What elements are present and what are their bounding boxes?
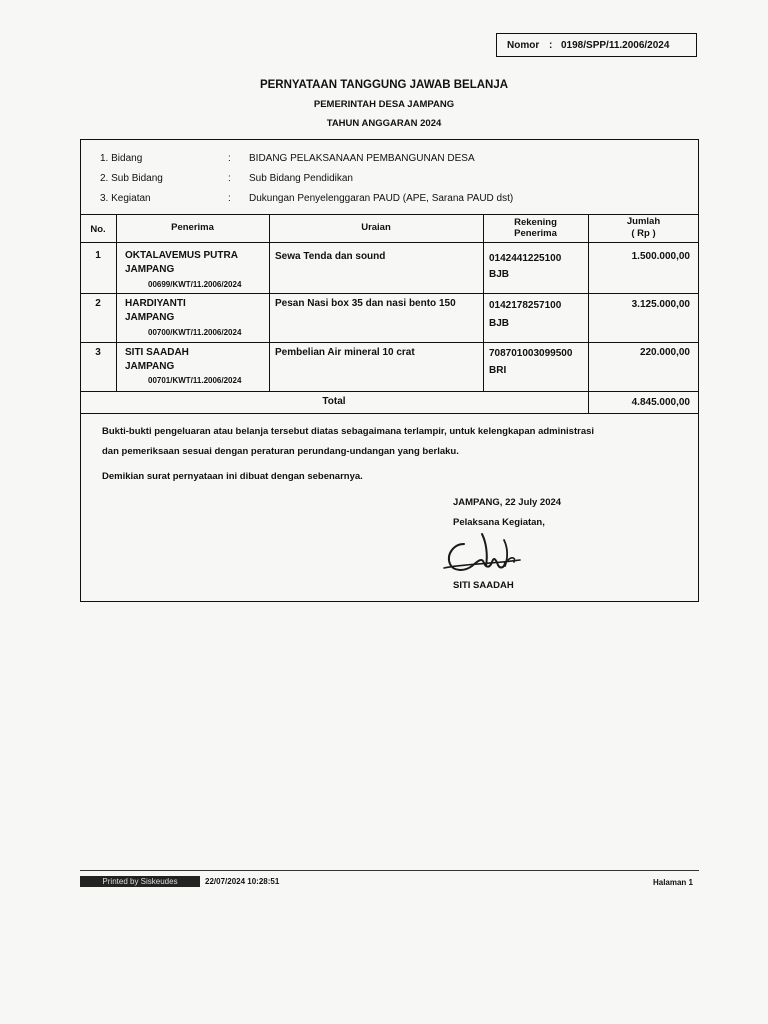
table-total-bottom-border (80, 413, 699, 414)
cell-no: 3 (95, 347, 101, 358)
cell-kwitansi: 00699/KWT/11.2006/2024 (148, 280, 242, 289)
document-number-label: Nomor (507, 39, 540, 51)
cell-rekening: 708701003099500 (489, 348, 573, 359)
signature-name: SITI SAADAH (453, 580, 514, 591)
cell-bank: BJB (489, 318, 510, 329)
signature-place-date: JAMPANG, 22 July 2024 (453, 497, 562, 508)
column-header-rekening: Rekening (514, 217, 557, 228)
statement-line-2: dan pemeriksaan sesuai dengan peraturan perundang-undangan yang berlaku. (102, 446, 459, 457)
column-header-jumlah: Jumlah (626, 216, 661, 227)
page-number: Halaman 1 (652, 878, 693, 887)
cell-jumlah: 3.125.000,00 (631, 299, 690, 310)
info-value: Sub Bidang Pendidikan (249, 173, 353, 184)
total-label: Total (322, 396, 346, 407)
cell-penerima: HARDIYANTI (125, 298, 186, 309)
info-separator: : (228, 153, 231, 164)
document-number-value: 0198/SPP/11.2006/2024 (561, 39, 670, 51)
cell-uraian: Pesan Nasi box 35 dan nasi bento 150 (275, 298, 456, 309)
document-subtitle-government: PEMERINTAH DESA JAMPANG (313, 99, 455, 110)
table-row (80, 243, 699, 293)
printed-by-badge: Printed by Siskeudes (80, 876, 200, 887)
cell-no: 1 (95, 250, 101, 261)
info-row-sub-bidang (0, 173, 768, 187)
cell-penerima: SITI SAADAH (125, 347, 189, 358)
statement-line-1: Bukti-bukti pengeluaran atau belanja tersebut diatas sebagaimana terlampir, untuk kelengkapan administrasi (102, 426, 595, 437)
cell-kwitansi: 00700/KWT/11.2006/2024 (148, 328, 242, 337)
print-timestamp: 22/07/2024 10:28:51 (205, 877, 280, 886)
cell-penerima-line2: JAMPANG (125, 361, 175, 372)
info-key: 3. Kegiatan (100, 193, 151, 204)
cell-uraian: Sewa Tenda dan sound (275, 251, 386, 262)
cell-bank: BJB (489, 269, 510, 280)
cell-jumlah: 220.000,00 (639, 347, 690, 358)
info-separator: : (228, 193, 231, 204)
column-header-uraian: Uraian (361, 222, 391, 233)
total-value: 4.845.000,00 (631, 397, 690, 408)
document-number-separator: : (549, 39, 553, 51)
cell-penerima-line2: JAMPANG (125, 312, 175, 323)
column-header-penerima: Penerima (171, 222, 214, 233)
info-value: BIDANG PELAKSANAAN PEMBANGUNAN DESA (249, 153, 475, 164)
column-header-rekening-sub: Penerima (514, 228, 557, 239)
cell-jumlah: 1.500.000,00 (631, 251, 690, 262)
info-separator: : (228, 173, 231, 184)
info-row-kegiatan (0, 193, 768, 207)
cell-no: 2 (95, 298, 101, 309)
cell-uraian: Pembelian Air mineral 10 crat (275, 347, 415, 358)
statement-closing: Demikian surat pernyataan ini dibuat dengan sebenarnya. (102, 471, 363, 482)
document-number-box (496, 33, 697, 57)
table-top-border (80, 214, 699, 215)
cell-kwitansi: 00701/KWT/11.2006/2024 (148, 376, 242, 385)
cell-penerima: OKTALAVEMUS PUTRA (125, 250, 238, 261)
info-key: 2. Sub Bidang (100, 173, 163, 184)
document-subtitle-year: TAHUN ANGGARAN 2024 (326, 118, 442, 129)
column-header-no: No. (90, 224, 106, 235)
cell-rekening: 0142441225100 (489, 253, 562, 264)
info-key: 1. Bidang (100, 153, 143, 164)
info-row-bidang (0, 153, 768, 167)
table-body-bottom-border (80, 391, 699, 392)
info-value: Dukungan Penyelenggaran PAUD (APE, Sarana PAUD dst) (249, 193, 514, 204)
signature-role: Pelaksana Kegiatan, (453, 517, 545, 528)
table-row (80, 343, 699, 391)
document-title: PERNYATAAN TANGGUNG JAWAB BELANJA (259, 79, 509, 91)
cell-penerima-line2: JAMPANG (125, 264, 175, 275)
table-row (80, 294, 699, 342)
cell-rekening: 0142178257100 (489, 300, 562, 311)
cell-bank: BRI (489, 365, 507, 376)
footer-divider (80, 870, 699, 871)
column-header-jumlah-unit: ( Rp ) (631, 228, 656, 239)
handwritten-signature (442, 530, 522, 578)
